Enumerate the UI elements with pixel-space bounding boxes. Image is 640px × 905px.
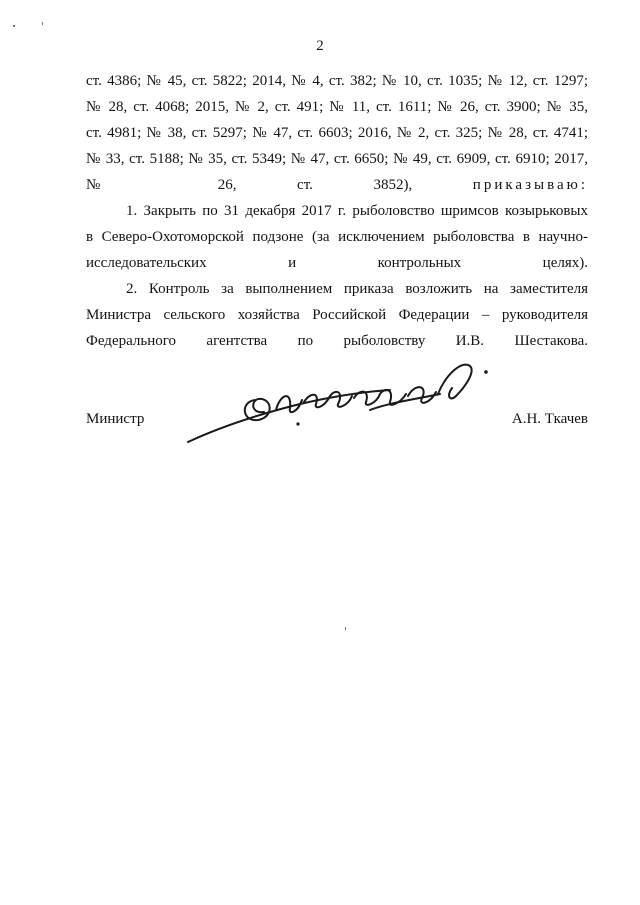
handwritten-signature bbox=[180, 352, 500, 452]
item-2-paragraph bbox=[86, 276, 588, 354]
order-word: приказываю: bbox=[472, 177, 588, 193]
preamble-line: ст. 4981; № 38, ст. 5297; № 47, ст. 6603; 2016, № 2, ст. 325; № 28, ст. 4741; bbox=[86, 125, 588, 141]
preamble-last-text: № 26, ст. 3852), bbox=[86, 177, 413, 193]
scan-speck bbox=[13, 25, 15, 27]
preamble-last-line bbox=[86, 172, 588, 198]
preamble-line: ст. 4386; № 45, ст. 5822; 2014, № 4, ст. 382; № 10, ст. 1035; № 12, ст. 1297; bbox=[86, 73, 588, 89]
item-1-line: 1. Закрыть по 31 декабря 2017 г. рыболовство шримсов козырьковых bbox=[126, 203, 588, 219]
preamble-paragraph bbox=[86, 68, 588, 198]
item-2-line: Министра сельского хозяйства Российской Федерации – руководителя bbox=[86, 307, 588, 323]
item-1-paragraph bbox=[86, 198, 588, 276]
preamble-line: № 33, ст. 5188; № 35, ст. 5349; № 47, ст. 6650; № 49, ст. 6909, ст. 6910; 2017, bbox=[86, 151, 588, 167]
minister-title: Министр bbox=[86, 411, 145, 427]
item-1-line: исследовательских и контрольных целях). bbox=[86, 255, 588, 271]
item-1-line: в Северо-Охотоморской подзоне (за исключением рыболовства в научно- bbox=[86, 229, 588, 245]
page-number: 2 bbox=[316, 38, 324, 54]
preamble-line: № 28, ст. 4068; 2015, № 2, ст. 491; № 11, ст. 1611; № 26, ст. 3900; № 35, bbox=[86, 99, 588, 115]
item-2-line: 2. Контроль за выполнением приказа возложить на заместителя bbox=[126, 281, 588, 297]
item-2-line: Федерального агентства по рыболовству И.В. Шестакова. bbox=[86, 333, 588, 349]
minister-name: А.Н. Ткачев bbox=[511, 411, 588, 427]
scan-speck bbox=[42, 22, 43, 25]
scan-speck bbox=[345, 627, 346, 630]
